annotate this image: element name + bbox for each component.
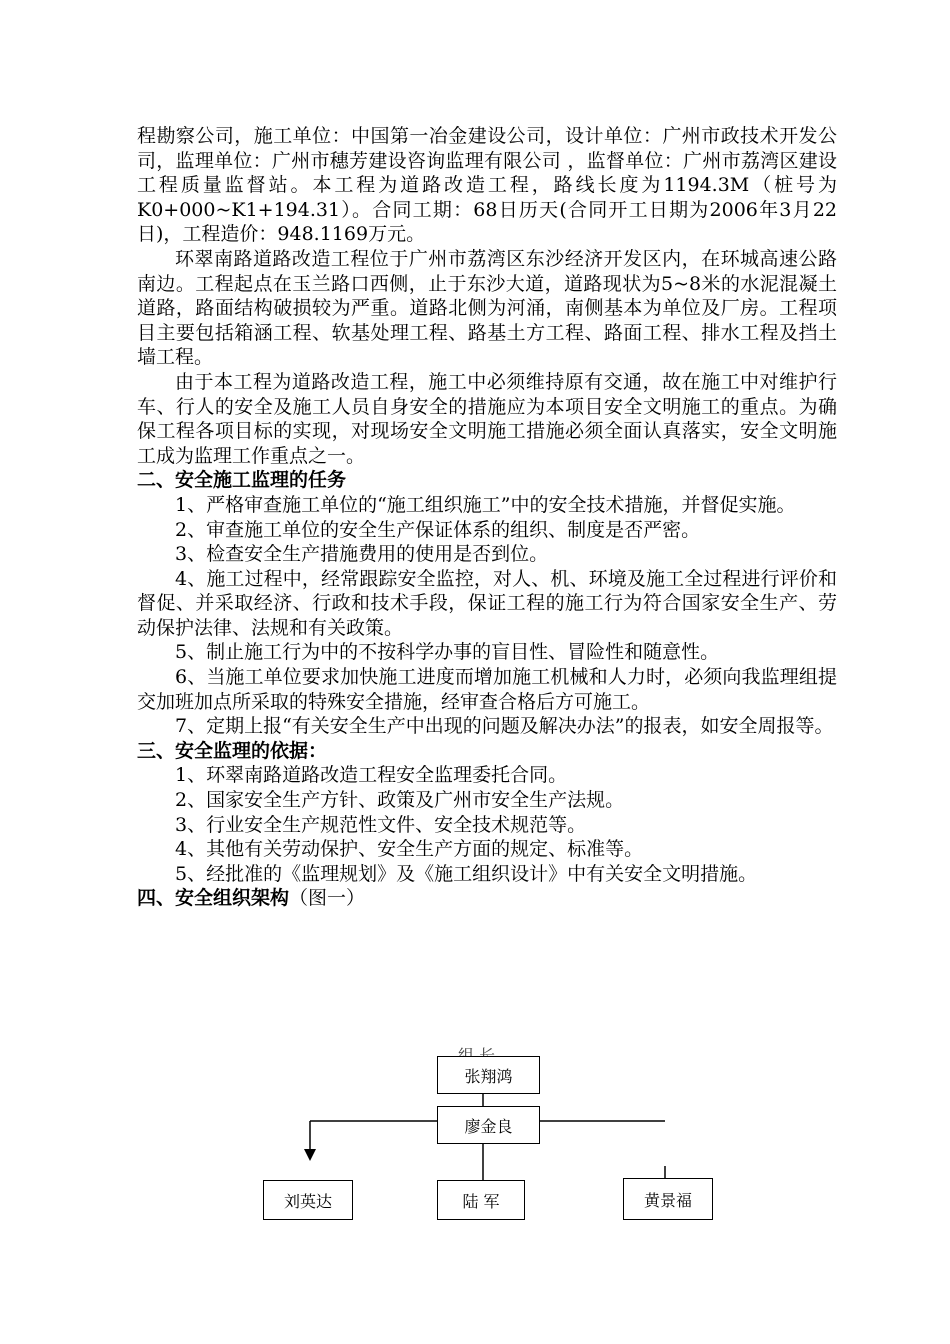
list-item: 2、国家安全生产方针、政策及广州市安全生产法规。: [175, 789, 625, 812]
list-item: 6、当施工单位要求加快施工进度而增加施工机械和人力时，必须向我监理组提交加班加点所采取的特殊安全措施，经审查合格后方可施工。: [137, 666, 837, 713]
list-item: 5、制止施工行为中的不按科学办事的盲目性、冒险性和随意性。: [175, 641, 720, 664]
list-item: 5、经批准的《监理规划》及《施工组织设计》中有关安全文明措施。: [175, 862, 758, 885]
paragraph-safety-focus: 由于本工程为道路改造工程，施工中必须维持原有交通，故在施工中对维护行车、行人的安全及施工人员自身安全的措施应为本项目安全文明施工的重点。为确保工程各项目标的实现，对现场安全文明施工措施必须全面认真落实，安全文明施工成为监理工作重点之一。: [137, 370, 837, 467]
section-heading-basis: 三、安全监理的依据：: [137, 739, 328, 762]
paragraph-project-info: 程勘察公司，施工单位：中国第一冶金建设公司，设计单位：广州市政技术开发公司，监理单位：广州市穗芳建设咨询监理有限公司 ，监督单位：广州市荔湾区建设工程质量监督站。本工程为道路改造工程，路线长度为1194.3M（桩号为K0+000~K1+194.31）。合同工期：68日历天(合同开工日期为2006年3月22日)，工程造价：948.1169万元。: [137, 125, 837, 246]
org-box-leader: 张翔鸿: [437, 1056, 540, 1094]
list-item: 7、定期上报“有关安全生产中出现的问题及解决办法”的报表，如安全周报等。: [175, 715, 834, 738]
paragraph-project-location: 环翠南路道路改造工程位于广州市荔湾区东沙经济开发区内，在环城高速公路南边。工程起点在玉兰路口西侧，止于东沙大道，道路现状为5~8米的水泥混凝土道路，路面结构破损较为严重。道路北侧为河涌，南侧基本为单位及厂房。工程项目主要包括箱涵工程、软基处理工程、路基土方工程、路面工程、排水工程及挡土墙工程。: [137, 247, 837, 369]
document-body: [137, 124, 837, 911]
list-item: 2、审查施工单位的安全生产保证体系的组织、制度是否严密。: [175, 518, 701, 541]
list-item: 1、环翠南路道路改造工程安全监理委托合同。: [175, 764, 568, 787]
list-item: 4、施工过程中，经常跟踪安全监控，对人、机、环境及施工全过程进行评价和督促、并采取经济、行政和技术手段，保证工程的施工行为符合国家安全生产、劳动保护法律、法规和有关政策。: [137, 567, 837, 639]
org-box-member-1: 刘英达: [263, 1180, 353, 1220]
figure-note: （图一）: [289, 887, 366, 910]
list-item: 3、检查安全生产措施费用的使用是否到位。: [175, 543, 549, 566]
list-item: 1、严格审查施工单位的“施工组织施工”中的安全技术措施，并督促实施。: [175, 493, 796, 516]
list-item: 4、其他有关劳动保护、安全生产方面的规定、标准等。: [175, 838, 644, 861]
org-box-member-3: 黄景福: [623, 1178, 713, 1220]
list-item: 3、行业安全生产规范性文件、安全技术规范等。: [175, 813, 587, 836]
org-box-deputy: 廖金良: [437, 1106, 540, 1144]
section-heading-text: 四、安全组织架构: [137, 887, 290, 910]
org-box-member-2: 陆 军: [437, 1180, 525, 1220]
section-heading-organization: [137, 886, 837, 911]
section-heading-tasks: 二、安全施工监理的任务: [137, 469, 347, 492]
